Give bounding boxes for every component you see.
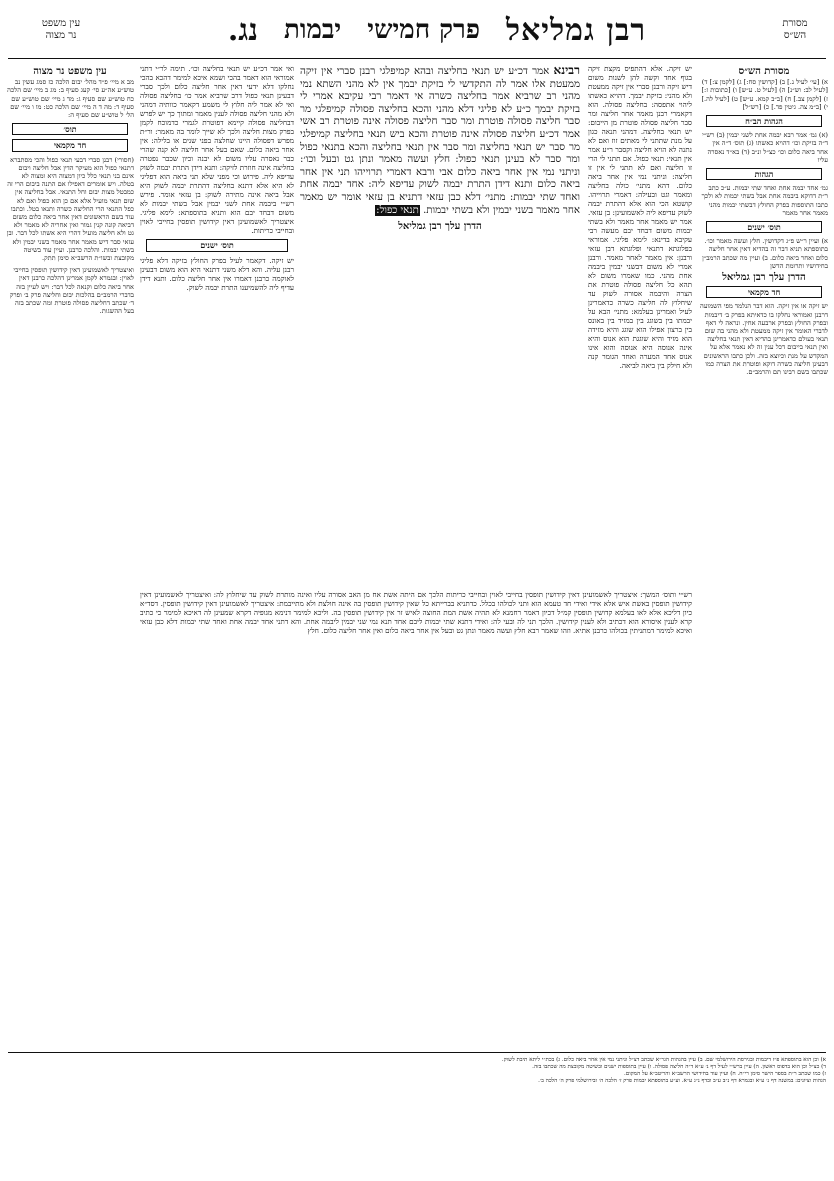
left-extra-text: ואיצטריך לאשמועינן דאין קידושין תופסין בחייבי לאוין: ובגמרא לקמן אמרינן דהלכה כרבנן דאין אחר ביאה כלום וקנאה לכל דבר: ויש לעיין בזה בדברי הרמב״ם בהלכות יבום וחליצה פרק ב׳ ופרק ד׳ שכתב דחליצה פסולה פוטרת ומה שכתב בזה בעל ההשגות. <box>9 266 134 316</box>
header-ein-mishpat-label <box>8 4 114 56</box>
chapter-title: רבן גמליאל <box>505 12 647 48</box>
hagahot-bach-text: (א) גמ׳ אמר רבא יבמה אחת לשני יבמין (ב) רש״י ד״ה בזיקת וכו׳ דהויא כאשתו (ג) תוס׳ ד״ה אין אחר ביאה כלום וכו׳ כצ״ל ונ״ב (ד) בא״ד נאסרה עליו <box>702 131 828 164</box>
hagahot-heading: הגהות <box>706 168 822 180</box>
highlighted-phrase: תנאי כפול: <box>376 204 419 216</box>
right-margin <box>700 64 828 1104</box>
tosafot-column <box>140 64 294 584</box>
ein-mishpat-heading: עין משפט נר מצוה <box>33 66 107 77</box>
tosafot-yeshanim-label: תוס׳ ישנים <box>146 239 288 252</box>
hagahot-bach-heading: הגהות הב״ח <box>706 115 822 127</box>
hadran-marker: הדרן עלך רבן גמליאל <box>398 221 482 233</box>
header-right-label: מסורת הש״ס <box>782 18 808 41</box>
masoret-heading: מסורת הש״ס <box>738 66 790 77</box>
header-left-label: עין משפט נר מצוה <box>41 18 81 41</box>
gemara-opening-word: רבינא <box>553 64 580 77</box>
tosafot-text: ואי אמר דכ״ע יש תנאי בחליצה וכו׳. תימה לר״י דתני אמוראי הוא דאמר בהכי ושמא איכא למימר דהכא בהכי נחלקו דלא ידעי דאין אחר חליצה כלום ולכך סברי דבעינן תנאי כפול דרב שרביא אמר כו׳ בחליצה פסולה ואי לא אמר ליה חלוץ לי משמע דקאמר כוותיה דמהני ולא מהני חליצה פסולה לענין מאמר ומתוך כך יש לפרש דבחליצה פסולה קיימא דפוטרת לגמרי כדמוכח לקמן בפרק מצות חליצה ולכך לא שייך לומר בה מאמר: ור״ת מפרש דפסולה היינו שחלצה בפני שנים או בלילה: אין אחר ביאה כלום. שאם בעל אחר חליצה לא קנה שהרי כבר נאסרה עליו משום לא יבנה וכיון שכבר נפטרה בחליצה אינה חוזרת לזיקה: ותנא דידן התרת יבמה לשוק עדיפא ליה. פירוש וכי מפני שלא תני ביאה הוא דפליגי לא היא אלא דתנא בחליצה דהתרת יבמה לשוק היא אבל ביאה אינה מתירה לשוק: בן עזאי אומר. פירש רש״י ביבמה אחת לשני יבמין אבל בשתי יבמות לא משום דבחד יבם הוא ותניא בתוספתא: לימא פליגי. איצטריך לאשמועינן דאין קידושין תופסין בחייבי לאוין ובחייבי כריתות. <box>140 64 294 235</box>
hadran-margin: הדרן עלך רבן גמליאל <box>722 272 806 284</box>
gemara-text: אמר דכ״ע יש תנאי בחליצה ובהא קמיפלגי רבנן סברי אין זיקה ממעטת אלו אמר לה התקדשי לי בזיקת יבמך אין לא מהני השתא נמי מהני רב שרביא אמר בחליצה כשרה אי דאמר רבי עקיבא אמרי לי בזיקת יבמך כ״ע לא פליגי דלא מהני והכא בחליצה פסולה קמיפלגי מר סבר חליצה פסולה פוטרת ומר סבר חליצה פסולה אינה פוטרת רב אשי אמר דכ״ע חליצה פסולה אינה פוטרת והכא ביש תנאי בחליצה קמיפלגי מר סבר יש תנאי בחליצה ומר סבר אין תנאי בחליצה והכא בתנאי כפול ומר סבר לא בעינן תנאי כפול: חלץ ועשה מאמר ונתן גט ובעל וכו׳: וניתני נמי אין אחר ביאה כלום אבי ורבא דאמרי תרוייהו תני אין אחר ביאה כלום ותנא דידן התרת יבמה לשוק עדיפא ליה: אחד יבמה אחת ואחד שתי יבמות: מתני׳ דלא כבן עזאי דתניא בן עזאי אומר יש מאמר אחר מאמר בשני יבמין ולא בשתי יבמות. <box>300 66 580 216</box>
left-tosafot-heading: תוס׳ <box>12 123 128 135</box>
page-header <box>120 4 754 56</box>
tosafot-yeshanim-inline: יש זיקה. דקאמר לעיל בפרק החולץ בזיקה דלא פליגי רבנן עליה. והא דלא משני דתנאי היא הוא משום דבעינן לאוקמה כרבנן דאמרו אין אחר חליצה כלום. ותנא דידן עדיף ליה להשמיענו התרת יבמה לשוק. <box>140 256 294 292</box>
footnote-line: הגהות וציונים: במשנה דף נ׳ ע״א ובגמרא דף נ״ב ע״ב ובדף נ״ג ע״א. וע״ע בתוספתא יבמות פרק ז׳ הלכה ה׳ ובירושלמי פרק ה׳ הלכה ב׳. <box>538 1078 826 1084</box>
tractate-title: יבמות <box>283 15 342 45</box>
folio-number: נג. <box>227 12 258 48</box>
hagahot-text: גמ׳ אחד יבמה אחת ואחד שתי יבמות. ע״כ כתב ר״ת דדוקא ביבמה אחת אבל בשתי יבמות לא ולכך כתבו התוספות בפרק החולץ דבשתי יבמות מהני מאמר אחר מאמר <box>701 184 828 217</box>
ein-mishpat-text: מב א מיי׳ פ״ד מהל׳ יבום הלכה כז סמג עשין נב טוש״ע אה״ע סי׳ קעג סעיף ב: מג ב מיי׳ שם הלכה כח טוש״ע שם סעיף ג: מד ג מיי׳ שם טוש״ע שם סעיף ד: מה ד ה מיי׳ שם הלכה כט: מו ו מיי׳ שם הל׳ ל טוש״ע שם סעיף ה: <box>7 78 134 120</box>
perek-title: פרק חמישי <box>367 15 480 45</box>
footer-notes <box>8 1052 826 1177</box>
left-margin <box>6 64 134 1104</box>
chad-mikamai-heading: חד מקמאי <box>706 286 822 298</box>
tosafot-yeshanim-text: א) ועיין ר״ש פ״ג דקדושין. חלץ ועשה מאמר וכו׳. בתוספתא תניא דבר זה בהדיא דאין אחר חליצה כלום ואחר ביאה כלום. ב) ועיין מה שכתב הרמב״ן בחידושיו ותרומת הדשן <box>702 237 828 270</box>
left-chad-mikamai-heading: חד מקמאי <box>12 139 128 151</box>
lower-commentary-text: רש״י ותוס׳ המשך: איצטריך לאשמועינן דאין קידושין תופסין בחייבי לאוין ובחייבי כריתות הלכך אם היתה אשת אח מן האב אסורה עליו ואינה מותרת לשוק עד שיחלוץ לה: ואיצטריך לאשמועינן דאין קידושין תופסין באשת איש אלא אידי ואידי חד טעמא הוא ותני לכולהו בכלל. כדתניא בברייתא כל שאין קידושין תופסין בה אינה חולצת ולא מתייבמת: איצטריך לאשמועינן דאין קידושין תופסין. דסד״א כיון דליכא אלא לאו בעלמא קדושין תופסין קמ״ל דכיון דאמר רחמנא לא תהיה אשת המת החוצה לאיש זר אין קידושין תופסין בה. וליכא למימר דנימא מגופיה דקרא שמעינן לה דאיכא למימר כי כתיב קרא לענין איסורא הוא דכתיב ולא לענין קידושין. הלכך תני לה ובעי לה: ואידי דתנא שתי יבמות ליבם אחד תנא נמי שני יבמין ליבמה אחת. והא דתני אחד יבמה אחת ואחד שתי יבמות דלא כבן עזאי ואיכא למימר דמתניתין בכולהו כרבנן אתיא. וזהו שאמר רבא חלץ ועשה מאמר ונתן גט ובעל אין אחר ביאה כלום ואין אחר חליצה כלום. חלץ <box>140 590 692 635</box>
chad-mikamai-text: יש זיקה או אין זיקה. הוא דבר הנלמד מפי השמועה דרבנן ואמוראי נחלקו בו כדאיתא בפרק ב׳ דיבמות ובפרק החולץ ובפרק ארבעה אחין. ונראה לי דאף לדברי האומר אין זיקה ממעטת ולא מהני בה שום תנאי בעולם כדאמרינן בהדיא דאין תנאי בחליצה ואין תנאי בייבום דכל ענין זה לא נאמר אלא על המקדש על מנת וכיוצא בזה. ולכן כתבו הראשונים דבעינן חליצה כשרה דוקא ופוטרת את הצרה כמו שכתבו בשם רבינו תם והרמב״ם. <box>700 302 828 377</box>
footnote-line: ד) כצ״ל וכן הוא בדפוס ראשון. ה) עיין ברש״י לעיל דף נ׳ ע״א ד״ה חליצה פסולה. ו) עיין בתוספות ישנים ובשיטה מקובצת מה שכתבו בזה. <box>532 1064 826 1070</box>
footnote-line: א) וכן הוא בתוספתא פ״ז דיבמות ובגירסת הירושלמי שם. ב) עיין בהגהות הגר״א שכתב דצ״ל וניתני נמי אין אחר ביאה כלום. ג) בכת״י ליתא תיבת לשוק. <box>501 1057 826 1063</box>
tosafot-yeshanim-heading: תוס׳ ישנים <box>706 221 822 233</box>
header-masoret-label <box>764 4 826 56</box>
gemara-column <box>300 64 580 564</box>
header-rule <box>8 58 826 59</box>
footnote-line: ז) כמו שכתב ר״ת בספר הישר סימן רי״ח. ח) ועיין עוד בחידושי הרשב״א והריטב״א על המקום. <box>623 1071 826 1077</box>
left-chad-mikamai-text: (חסורי) רבנן סברי דבעי תנאי כפול והכי מסתברא דתנאי כפול הוא מעיקר הדין אבל חליצה ויבום אינם בני תנאי כלל כיון דמצוה היא ומצוה לא בטלה. ויש אומרים דאפילו אם התנה ביבום הרי זה כמבטל מצות יבום וחל התנאי. אבל בחליצה אין שום תנאי מועיל אלא אם כן הוא כפול ואם לא כפל התנאי הרי החליצה כשרה ותנאו בטל. וכתבו עוד בשם הראשונים דאין אחר ביאה כלום משום דביאה קונה קנין גמור ואין אחריה לא מאמר ולא גט ולא חליצה מועיל דהרי היא אשתו לכל דבר. ובן עזאי סבר דיש מאמר אחר מאמר בשני יבמין ולא בשתי יבמות. והלכה כרבנן. ועיין עוד בשיטה מקובצת ובשו״ת הרשב״א סימן תתק. <box>6 155 134 263</box>
masoret-text: א) [עי׳ לעיל נ.] ב) [קדושין סח:] ג) [לקמן צ:] ד) [לעיל לב: וש״נ] ה) [לעיל ט. ע״ש] ו) [כתובות ז:] ז) [לקמן צב.] ח) [ב״ב קמא. ע״ש] ט) [לעיל לה.] י) [ב״מ צה. גיטין פד.] כ) [רש״ל] <box>701 78 828 111</box>
rashi-text: יש זיקה. אלא דהתפיס מקצת זיקה בגוף אחד וקשה להן לשנות משום דיש זיקה ורבנן סברי אין זיקה ממעטת ולא מהני: בזיקת יבמך. דהויא כאשתו ליהוי אתפסה: בחליצה פסולה. הוא דקאמרי רבנן מאמר אחר חליצה ומר סבר חליצה פסולה פוטרת מן הייבום: יש תנאי בחליצה. דמהני תנאה כגון על מנת שתתני לי מאתים זוז ואם לא נתנה לא הויא חליצה וקסבר ר״ע אמר אין תנאי: תנאי כפול. אם תתני לי הרי זו חליצה ואם לא תתני לי אין זו חליצה: וניתני נמי אין אחר ביאה כלום. דהא מתני׳ כולה בחליצה ומאמר וגט ובעילה: דאמרי תרוייהו. קושטא הכי הוא אלא דהתרת יבמה לשוק עדיפא ליה לאשמועינן: בן עזאי. אמר יש מאמר אחר מאמר ולא בשתי יבמות משום דבחד יבם מעשה רבי עקיבא בדינא: לימא פליגי. אמוראי בפלוגתא דתנאי ופלוגתא דבן עזאי ורבנן: אין מאמר לאחר מאמר. ורבנן אמרי לא משום דבשני יבמין ביבמה אחת מהני. כמו שאמרו משום לא תהא כל חליצה פסולה פוטרת את הצרה והיבמה אסורה לשוק עד שיחלוץ לה חליצה כשרה כדאמרינן לעיל ואמרינן בעלמא: מתני׳ הבא על יבמתו בין בשוגג בין במזיד בין באונס בין ברצון אפילו הוא שוגג והיא מזידה הוא מזיד והיא שוגגת הוא אנוס והיא אינה אנוסה היא אנוסה והוא אינו אנוס אחד המערה ואחד הגומר קנה ולא חילק בין ביאה לביאה. <box>588 64 692 370</box>
lower-commentary-block <box>140 590 692 1042</box>
